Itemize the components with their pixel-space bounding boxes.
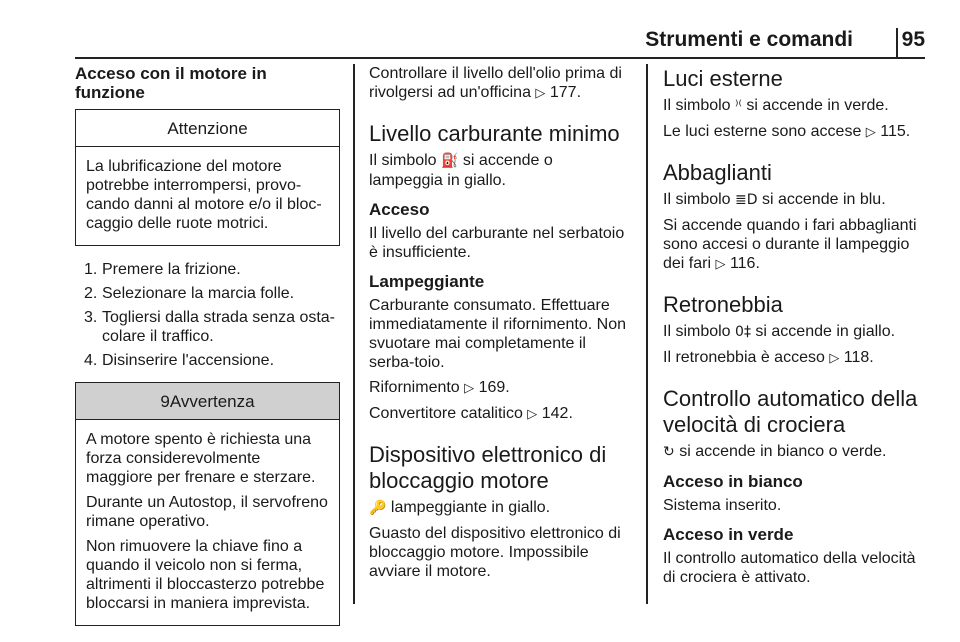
column-separator-2 [646, 64, 648, 604]
column-separator-1 [353, 64, 355, 604]
list-item [75, 284, 340, 303]
highbeam-info: Si accende quando i fari abbaglianti sono accesi o durante il lampeggio dei fari ▷ 116. [663, 217, 917, 272]
header-divider-tick [896, 28, 898, 58]
page-ref-arrow-icon: ▷ [715, 257, 726, 272]
oil-check-note: Controllare il livello dell'olio prima di rivolgersi ad un'officina ▷ 177. [369, 65, 622, 101]
converter-ref-line: Convertitore catalitico ▷ 142. [369, 405, 573, 422]
step-text: Togliersi dalla strada senza osta-colare il traffico. [102, 309, 336, 345]
fuel-blink-text: Carburante consumato. Effettuare immediatamente il rifornimento. Non svuotare mai completamente il serba-toio. [369, 297, 626, 371]
car-key-icon: 🔑 [369, 500, 387, 516]
immobiliser-blink-text: 🔑 lampeggiante in giallo. [369, 499, 551, 516]
page-ref: 169. [478, 379, 510, 396]
running-header-title: Strumenti e comandi [645, 28, 853, 51]
warning-title-bar [76, 383, 339, 420]
column-1 [75, 64, 340, 638]
attention-box [75, 109, 340, 246]
exterior-info: Le luci esterne sono accese ▷ 115. [663, 123, 911, 140]
step-number: 1. [84, 261, 98, 278]
cruise-control-icon: ↻ [663, 444, 675, 460]
step-number: 2. [84, 285, 98, 302]
heading-rear-fog: Retronebbia [663, 292, 783, 317]
page-ref: 142. [541, 405, 573, 422]
subheading-on-white: Acceso in bianco [663, 472, 803, 491]
procedure-steps [75, 260, 340, 370]
warning-symbol: 9 [160, 392, 170, 411]
fuel-on-text: Il livello del carburante nel serbatoio è insufficiente. [369, 225, 625, 261]
warning-paragraph: Non rimuovere la chiave fino a quando il veicolo non si ferma, altrimenti il bloccasterzo potrebbe bloccarsi in maniera imprevista. [86, 538, 325, 612]
cruise-green-text: Il controllo automatico della velocità di crociera è attivato. [663, 550, 916, 586]
rearfog-info: Il retronebbia è acceso ▷ 118. [663, 349, 874, 366]
list-item [75, 260, 340, 279]
page-ref-arrow-icon: ▷ [865, 125, 876, 140]
subheading-on: Acceso [369, 200, 430, 219]
refuel-ref-line: Rifornimento ▷ 169. [369, 379, 510, 396]
heading-high-beam: Abbaglianti [663, 160, 772, 185]
step-text: Selezionare la marcia folle. [102, 285, 295, 302]
attention-title: Attenzione [76, 110, 339, 147]
page-ref-arrow-icon: ▷ [829, 351, 840, 366]
step-number: 3. [84, 309, 98, 326]
fuel-symbol-text: Il simbolo ⛽ si accende o lampeggia in giallo. [369, 152, 553, 189]
page-ref: 115. [880, 123, 911, 140]
page-header [75, 28, 925, 58]
section-title-engine-running: Acceso con il motore in funzione [75, 64, 267, 102]
subheading-blinking: Lampeggiante [369, 272, 485, 291]
cruise-symbol-text: ↻ si accende in bianco o verde. [663, 443, 887, 460]
column-3 [663, 64, 925, 593]
rearfog-symbol-text: Il simbolo 0‡ si accende in giallo. [663, 323, 896, 340]
warning-paragraph: Durante un Autostop, il servofreno rimane operativo. [86, 494, 328, 530]
page-ref: 116. [729, 255, 760, 272]
heading-exterior-lights: Luci esterne [663, 66, 783, 91]
step-number: 4. [84, 352, 98, 369]
high-beam-icon: ≣D [735, 192, 758, 208]
page-ref: 118. [843, 349, 874, 366]
cruise-white-text: Sistema inserito. [663, 497, 782, 514]
list-item [75, 308, 340, 346]
heading-immobiliser: Dispositivo elettronico di bloccaggio motore [369, 442, 607, 493]
warning-title: Avvertenza [169, 392, 255, 411]
step-text: Premere la frizione. [102, 261, 241, 278]
side-lights-icon: ⁾⁽ [735, 98, 742, 114]
attention-text: La lubrificazione del motore potrebbe interrompersi, provo-cando danni al motore e/o il bloc-caggio delle ruote motrici. [86, 158, 322, 232]
column-2 [369, 64, 631, 587]
immobiliser-fault-text: Guasto del dispositivo elettronico di bloccaggio motore. Impossibile avviare il motore. [369, 525, 621, 580]
rear-fog-icon: 0‡ [735, 324, 751, 340]
page-ref-arrow-icon: ▷ [535, 86, 546, 101]
page-ref-arrow-icon: ▷ [527, 407, 538, 422]
list-item [75, 351, 340, 370]
page-ref-arrow-icon: ▷ [464, 381, 475, 396]
page-number: 95 [901, 28, 925, 51]
warning-box [75, 382, 340, 626]
heading-cruise-control: Controllo automatico della velocità di crociera [663, 386, 918, 437]
heading-fuel-level: Livello carburante minimo [369, 121, 620, 146]
warning-paragraph: A motore spento è richiesta una forza considerevolmente maggiore per frenare e sterzare. [86, 431, 316, 486]
highbeam-symbol-text: Il simbolo ≣D si accende in blu. [663, 191, 886, 208]
page-ref: 177. [549, 84, 582, 101]
fuel-pump-icon: ⛽ [441, 153, 459, 169]
header-rule [75, 57, 925, 59]
subheading-on-green: Acceso in verde [663, 525, 794, 544]
step-text: Disinserire l'accensione. [102, 352, 275, 369]
exterior-symbol-text: Il simbolo ⁾⁽ si accende in verde. [663, 97, 889, 114]
